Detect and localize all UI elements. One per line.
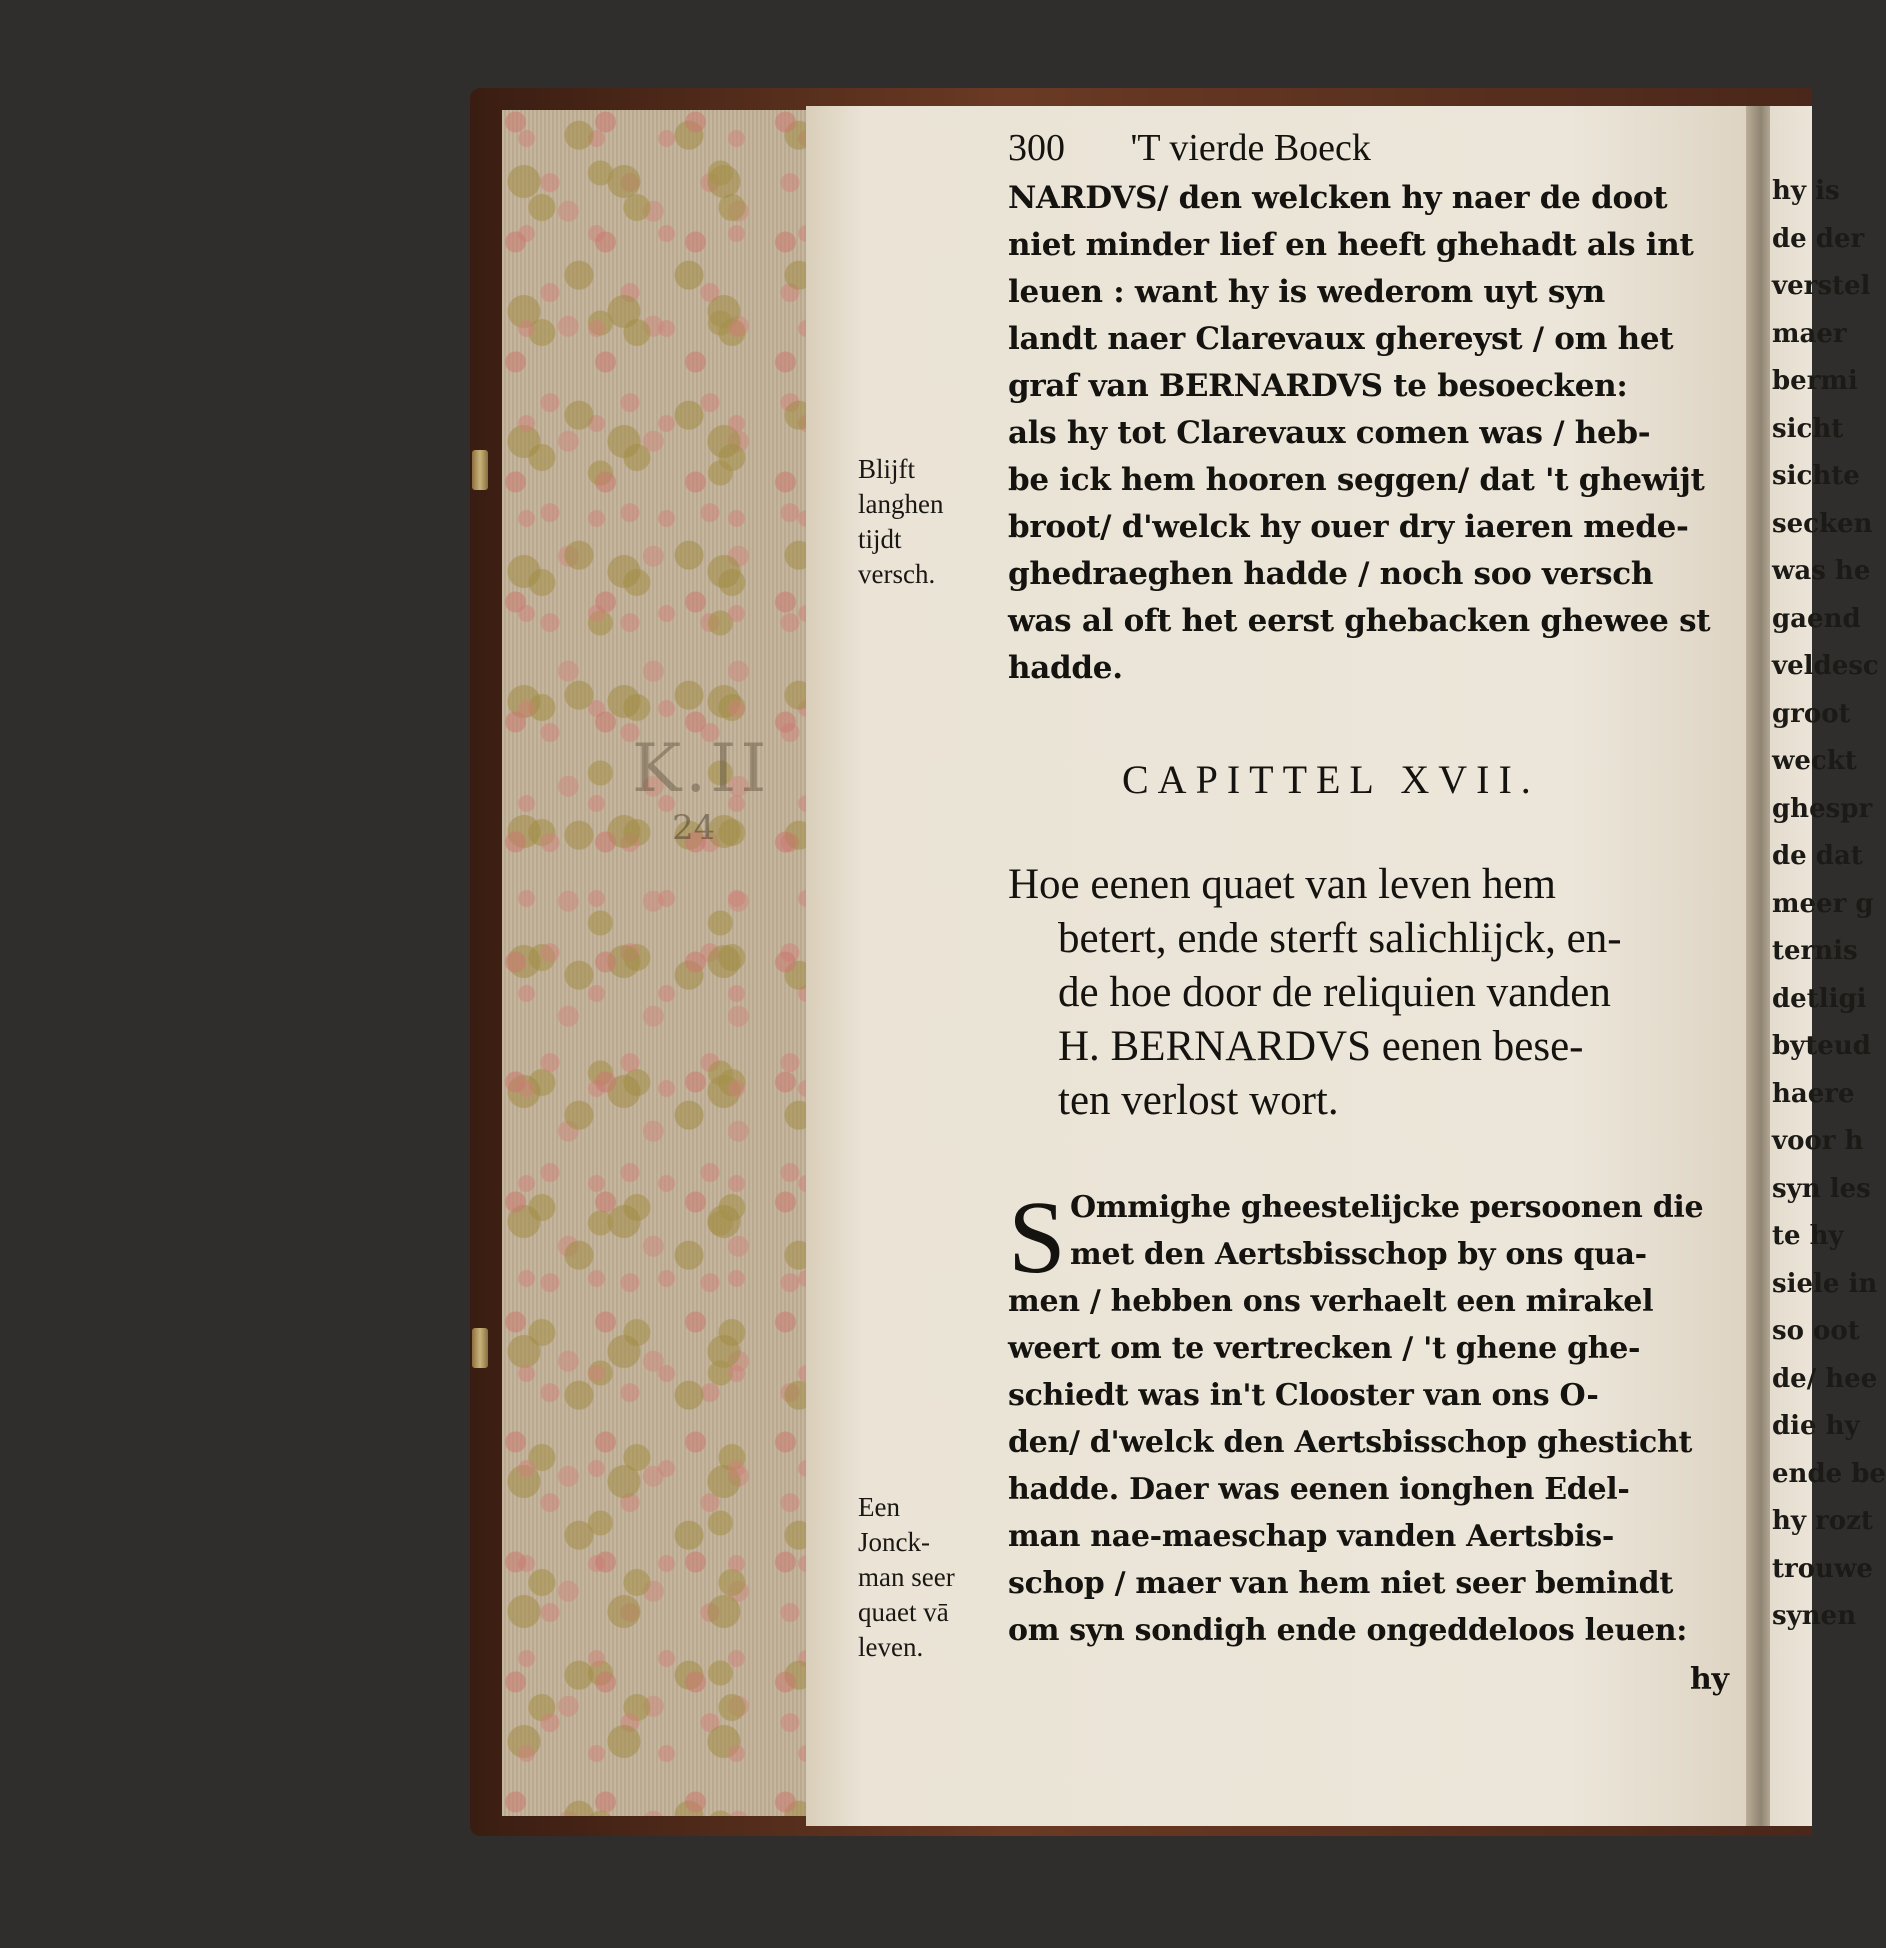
text-line: om syn sondigh ende ongeddeloos leuen: xyxy=(1008,1613,1688,1648)
clasp-hinge-top xyxy=(472,450,488,490)
text-line: was al oft het eerst ghebacken ghewee st xyxy=(1008,603,1711,639)
margin-note-line: tijdt xyxy=(858,524,902,554)
margin-note-line: langhen xyxy=(858,489,944,519)
next-page-line: die hy xyxy=(1772,1411,1860,1441)
next-page-line: sichte xyxy=(1772,461,1860,491)
next-page-line: de dat xyxy=(1772,841,1863,871)
text-line: ghedraeghen hadde / noch soo versch xyxy=(1008,556,1654,592)
text-line: graf van BERNARDVS te besoecken: xyxy=(1008,368,1628,404)
next-page-line: trouwe xyxy=(1772,1553,1873,1584)
running-header xyxy=(1008,126,1371,170)
next-page-line: groot xyxy=(1772,698,1851,729)
text-line: NARDVS/ den welcken hy naer de doot xyxy=(1008,180,1668,216)
fore-edge xyxy=(502,110,820,1816)
next-page-line: ternis xyxy=(1772,936,1858,966)
margin-note xyxy=(858,452,943,592)
text-line: als hy tot Clarevaux comen was / heb- xyxy=(1008,415,1651,451)
next-page-line: detligi xyxy=(1772,983,1867,1014)
next-page-line: secken xyxy=(1772,508,1873,539)
next-page-line: maer xyxy=(1772,318,1847,349)
text-line: leuen : want hy is wederom uyt syn xyxy=(1008,274,1605,310)
text-line: hadde. Daer was eenen ionghen Edel- xyxy=(1008,1472,1630,1507)
margin-note-line: Blijft xyxy=(858,454,916,484)
next-page-text xyxy=(1772,106,1886,1746)
next-page-line: so oot xyxy=(1772,1316,1860,1346)
next-page-line: hy rozt xyxy=(1772,1506,1873,1536)
next-page-line: weckt xyxy=(1772,746,1857,776)
text-line: men / hebben ons verhaelt een mirakel xyxy=(1008,1284,1654,1319)
chapter-title: CAPITTEL XVII. xyxy=(1122,757,1540,802)
margin-note-line: man seer xyxy=(858,1562,955,1592)
next-page-line: te hy xyxy=(1772,1221,1844,1251)
catchword: hy xyxy=(1690,1662,1729,1697)
next-page-line: ende be xyxy=(1772,1458,1886,1489)
shelfmark-number: 24 xyxy=(672,808,716,848)
text-line: weert om te vertrecken / 't ghene ghe- xyxy=(1008,1331,1641,1366)
next-page-line: sicht xyxy=(1772,413,1844,444)
text-line: Ommighe gheestelijcke persoonen die xyxy=(1070,1190,1704,1225)
chapter-summary-line: ten verlost wort. xyxy=(1058,1077,1339,1124)
shelfmark: K.II xyxy=(632,730,771,807)
next-page-line: de der xyxy=(1772,223,1865,254)
text-line: den/ d'welck den Aertsbisschop ghesticht xyxy=(1008,1425,1693,1460)
chapter-summary-line: betert, ende sterft salichlijck, en- xyxy=(1058,915,1622,962)
text-line: met den Aertsbisschop by ons qua- xyxy=(1070,1237,1647,1272)
next-page-line: haere xyxy=(1772,1078,1855,1109)
text-line: schiedt was in't Clooster van ons O- xyxy=(1008,1378,1599,1413)
next-page-line: was he xyxy=(1772,556,1871,586)
next-page-line: gaend xyxy=(1772,603,1861,634)
text-line: schop / maer van hem niet seer bemindt xyxy=(1008,1566,1673,1601)
text-line: niet minder lief en heeft ghehadt als int xyxy=(1008,227,1694,263)
margin-note-line: leven. xyxy=(858,1632,924,1662)
next-page-line: meer g xyxy=(1772,888,1874,919)
margin-note xyxy=(858,1490,955,1665)
text-line: landt naer Clarevaux ghereyst / om het xyxy=(1008,321,1674,357)
text-line: man nae-maeschap vanden Aertsbis- xyxy=(1008,1519,1615,1554)
text-line: be ick hem hooren seggen/ dat 't ghewijt xyxy=(1008,462,1705,498)
margin-note-line: quaet vā xyxy=(858,1597,949,1627)
chapter-summary-line: Hoe eenen quaet van leven hem xyxy=(1008,861,1556,908)
running-title: 'T vierde Boeck xyxy=(1130,127,1371,169)
next-page-line: de/ hee xyxy=(1772,1363,1878,1394)
next-page-line: siele in xyxy=(1772,1268,1878,1299)
next-page-line: ghespr xyxy=(1772,793,1873,824)
page-number: 300 xyxy=(1008,127,1065,169)
drop-cap: S xyxy=(1008,1180,1066,1295)
text-line: broot/ d'welck hy ouer dry iaeren mede- xyxy=(1008,509,1689,545)
margin-note-line: versch. xyxy=(858,559,936,589)
next-page-line: verstel xyxy=(1772,271,1871,301)
next-page-line: hy is xyxy=(1772,176,1840,206)
next-page-line: syn les xyxy=(1772,1173,1871,1204)
margin-note-line: Jonck- xyxy=(858,1527,930,1557)
next-page-line: veldesc xyxy=(1772,651,1879,681)
chapter-summary-line: de hoe door de reliquien vanden xyxy=(1058,969,1611,1016)
margin-note-line: Een xyxy=(858,1492,900,1522)
text-line: hadde. xyxy=(1008,650,1123,686)
chapter-summary-line: H. BERNARDVS eenen bese- xyxy=(1058,1023,1584,1070)
clasp-hinge-bottom xyxy=(472,1328,488,1368)
next-page-line: bermi xyxy=(1772,366,1858,396)
next-page-line: byteud xyxy=(1772,1031,1871,1061)
next-page-line: synen xyxy=(1772,1601,1857,1631)
next-page-line: voor h xyxy=(1772,1126,1864,1156)
